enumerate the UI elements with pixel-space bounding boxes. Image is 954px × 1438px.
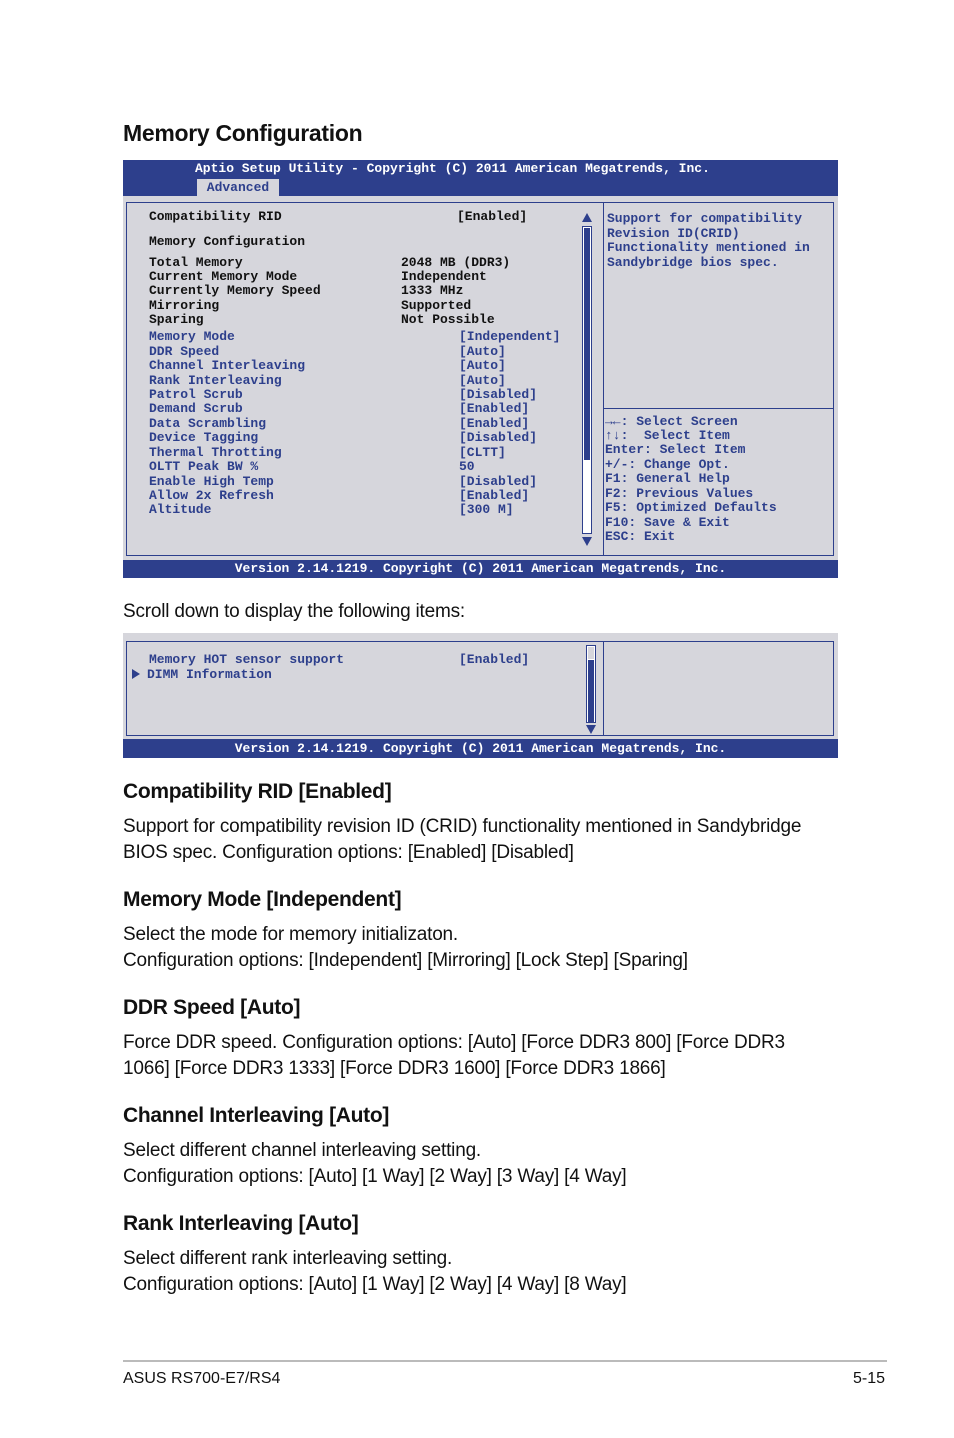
bios-header-title: Aptio Setup Utility - Copyright (C) 2011 American Megatrends, Inc. <box>195 161 710 176</box>
submenu-dimm-information[interactable]: DIMM Information <box>147 667 272 682</box>
scrollbar-thumb[interactable] <box>584 228 590 460</box>
bios-footer-scrolled: Version 2.14.1219. Copyright (C) 2011 American Megatrends, Inc. <box>123 739 838 758</box>
option-channel-interleaving[interactable]: Channel Interleaving <box>149 358 306 373</box>
section-text: BIOS spec. Configuration options: [Enabled] [Disabled] <box>123 842 574 863</box>
option-allow-2x-refresh[interactable]: Allow 2x Refresh <box>149 488 274 503</box>
section-text: Select the mode for memory initializaton. <box>123 924 459 945</box>
info-value: Not Possible <box>401 312 495 327</box>
section-text: Force DDR speed. Configuration options: [Auto] [Force DDR3 800] [Force DDR3 <box>123 1032 785 1053</box>
info-value: Independent <box>401 269 487 284</box>
option-memory-hot-sensor[interactable]: Memory HOT sensor support <box>149 652 345 667</box>
memory-config-section-label: Memory Configuration <box>149 234 306 249</box>
bios-settings-panel <box>126 202 604 556</box>
info-label: Current Memory Mode <box>149 269 298 284</box>
option-enable-high-temp[interactable]: Enable High Temp <box>149 474 274 489</box>
help-line: Functionality mentioned in <box>607 240 810 255</box>
section-text: Configuration options: [Auto] [1 Way] [2 Way] [4 Way] [8 Way] <box>123 1274 627 1295</box>
help-line: Sandybridge bios spec. <box>607 255 779 270</box>
section-heading: DDR Speed [Auto] <box>123 996 301 1019</box>
footer-divider <box>123 1360 887 1362</box>
key-hint: Enter: Select Item <box>605 442 746 457</box>
compat-rid-value[interactable]: [Enabled] <box>457 209 528 224</box>
bios-keys-panel <box>603 408 834 556</box>
key-hint: ESC: Exit <box>605 529 676 544</box>
bios-screen-main <box>123 160 838 578</box>
info-label: Sparing <box>149 312 204 327</box>
section-text: Configuration options: [Independent] [Mirroring] [Lock Step] [Sparing] <box>123 950 688 971</box>
key-hint: F1: General Help <box>605 471 730 486</box>
option-value[interactable]: [300 M] <box>459 502 514 517</box>
key-hint: +/-: Change Opt. <box>605 457 730 472</box>
option-value[interactable]: [Enabled] <box>459 401 530 416</box>
bios-help-panel-scrolled <box>603 641 834 736</box>
option-value[interactable]: [Enabled] <box>459 652 530 667</box>
bios-footer: Version 2.14.1219. Copyright (C) 2011 American Megatrends, Inc. <box>123 560 838 578</box>
info-value: Supported <box>401 298 472 313</box>
info-value: 2048 MB (DDR3) <box>401 255 511 270</box>
option-value[interactable]: [Auto] <box>459 344 506 359</box>
scrollbar-track[interactable] <box>582 226 592 534</box>
key-hint: ↑↓: Select Item <box>605 428 730 443</box>
option-data-scrambling[interactable]: Data Scrambling <box>149 416 267 431</box>
help-line: Revision ID(CRID) <box>607 226 740 241</box>
bios-settings-panel-scrolled <box>126 641 604 736</box>
section-text: Select different channel interleaving setting. <box>123 1140 482 1161</box>
scroll-up-gap <box>588 647 594 659</box>
info-value: 1333 MHz <box>401 283 464 298</box>
tab-advanced[interactable]: Advanced <box>197 179 279 196</box>
scrollbar-thumb[interactable] <box>588 660 594 722</box>
option-value[interactable]: 50 <box>459 459 475 474</box>
bios-body <box>123 196 838 560</box>
section-heading: Rank Interleaving [Auto] <box>123 1212 359 1235</box>
page-title: Memory Configuration <box>123 120 363 146</box>
section-heading: Compatibility RID [Enabled] <box>123 780 392 803</box>
option-ddr-speed[interactable]: DDR Speed <box>149 344 220 359</box>
option-patrol-scrub[interactable]: Patrol Scrub <box>149 387 243 402</box>
scrollbar-track[interactable] <box>586 645 596 723</box>
scroll-up-arrow-icon[interactable] <box>582 213 592 222</box>
bios-body-scrolled <box>123 633 838 739</box>
footer-product: ASUS RS700-E7/RS4 <box>123 1370 281 1387</box>
compat-rid-label[interactable]: Compatibility RID <box>149 209 282 224</box>
key-hint: F2: Previous Values <box>605 486 754 501</box>
section-text: Configuration options: [Auto] [1 Way] [2 Way] [3 Way] [4 Way] <box>123 1166 627 1187</box>
option-value[interactable]: [Enabled] <box>459 488 530 503</box>
section-heading: Memory Mode [Independent] <box>123 888 402 911</box>
option-demand-scrub[interactable]: Demand Scrub <box>149 401 243 416</box>
section-text: Select different rank interleaving setting. <box>123 1248 453 1269</box>
scroll-down-arrow-icon[interactable] <box>582 537 592 546</box>
submenu-arrow-icon <box>132 669 140 679</box>
info-label: Mirroring <box>149 298 220 313</box>
option-oltt-peak-bw[interactable]: OLTT Peak BW % <box>149 459 259 474</box>
section-text: Support for compatibility revision ID (CRID) functionality mentioned in Sandybridge <box>123 816 802 837</box>
option-device-tagging[interactable]: Device Tagging <box>149 430 259 445</box>
info-label: Total Memory <box>149 255 243 270</box>
help-line: Support for compatibility <box>607 211 803 226</box>
option-value[interactable]: [Enabled] <box>459 416 530 431</box>
key-hint: →←: Select Screen <box>605 414 738 429</box>
bios-help-panel <box>603 202 834 409</box>
option-value[interactable]: [Auto] <box>459 358 506 373</box>
option-value[interactable]: [Auto] <box>459 373 506 388</box>
option-value[interactable]: [Independent] <box>459 329 561 344</box>
option-thermal-throtting[interactable]: Thermal Throtting <box>149 445 282 460</box>
option-memory-mode[interactable]: Memory Mode <box>149 329 235 344</box>
scroll-down-arrow-icon[interactable] <box>586 725 596 734</box>
option-altitude[interactable]: Altitude <box>149 502 212 517</box>
option-value[interactable]: [Disabled] <box>459 387 538 402</box>
option-value[interactable]: [Disabled] <box>459 430 538 445</box>
info-label: Currently Memory Speed <box>149 283 321 298</box>
option-rank-interleaving[interactable]: Rank Interleaving <box>149 373 282 388</box>
key-hint: F5: Optimized Defaults <box>605 500 777 515</box>
scroll-note: Scroll down to display the following items: <box>123 601 466 622</box>
section-heading: Channel Interleaving [Auto] <box>123 1104 390 1127</box>
footer-page-number: 5-15 <box>853 1370 886 1387</box>
section-text: 1066] [Force DDR3 1333] [Force DDR3 1600] [Force DDR3 1866] <box>123 1058 666 1079</box>
option-value[interactable]: [CLTT] <box>459 445 506 460</box>
bios-screen-scrolled <box>123 633 838 758</box>
option-value[interactable]: [Disabled] <box>459 474 538 489</box>
bios-header <box>123 160 838 196</box>
key-hint: F10: Save & Exit <box>605 515 730 530</box>
